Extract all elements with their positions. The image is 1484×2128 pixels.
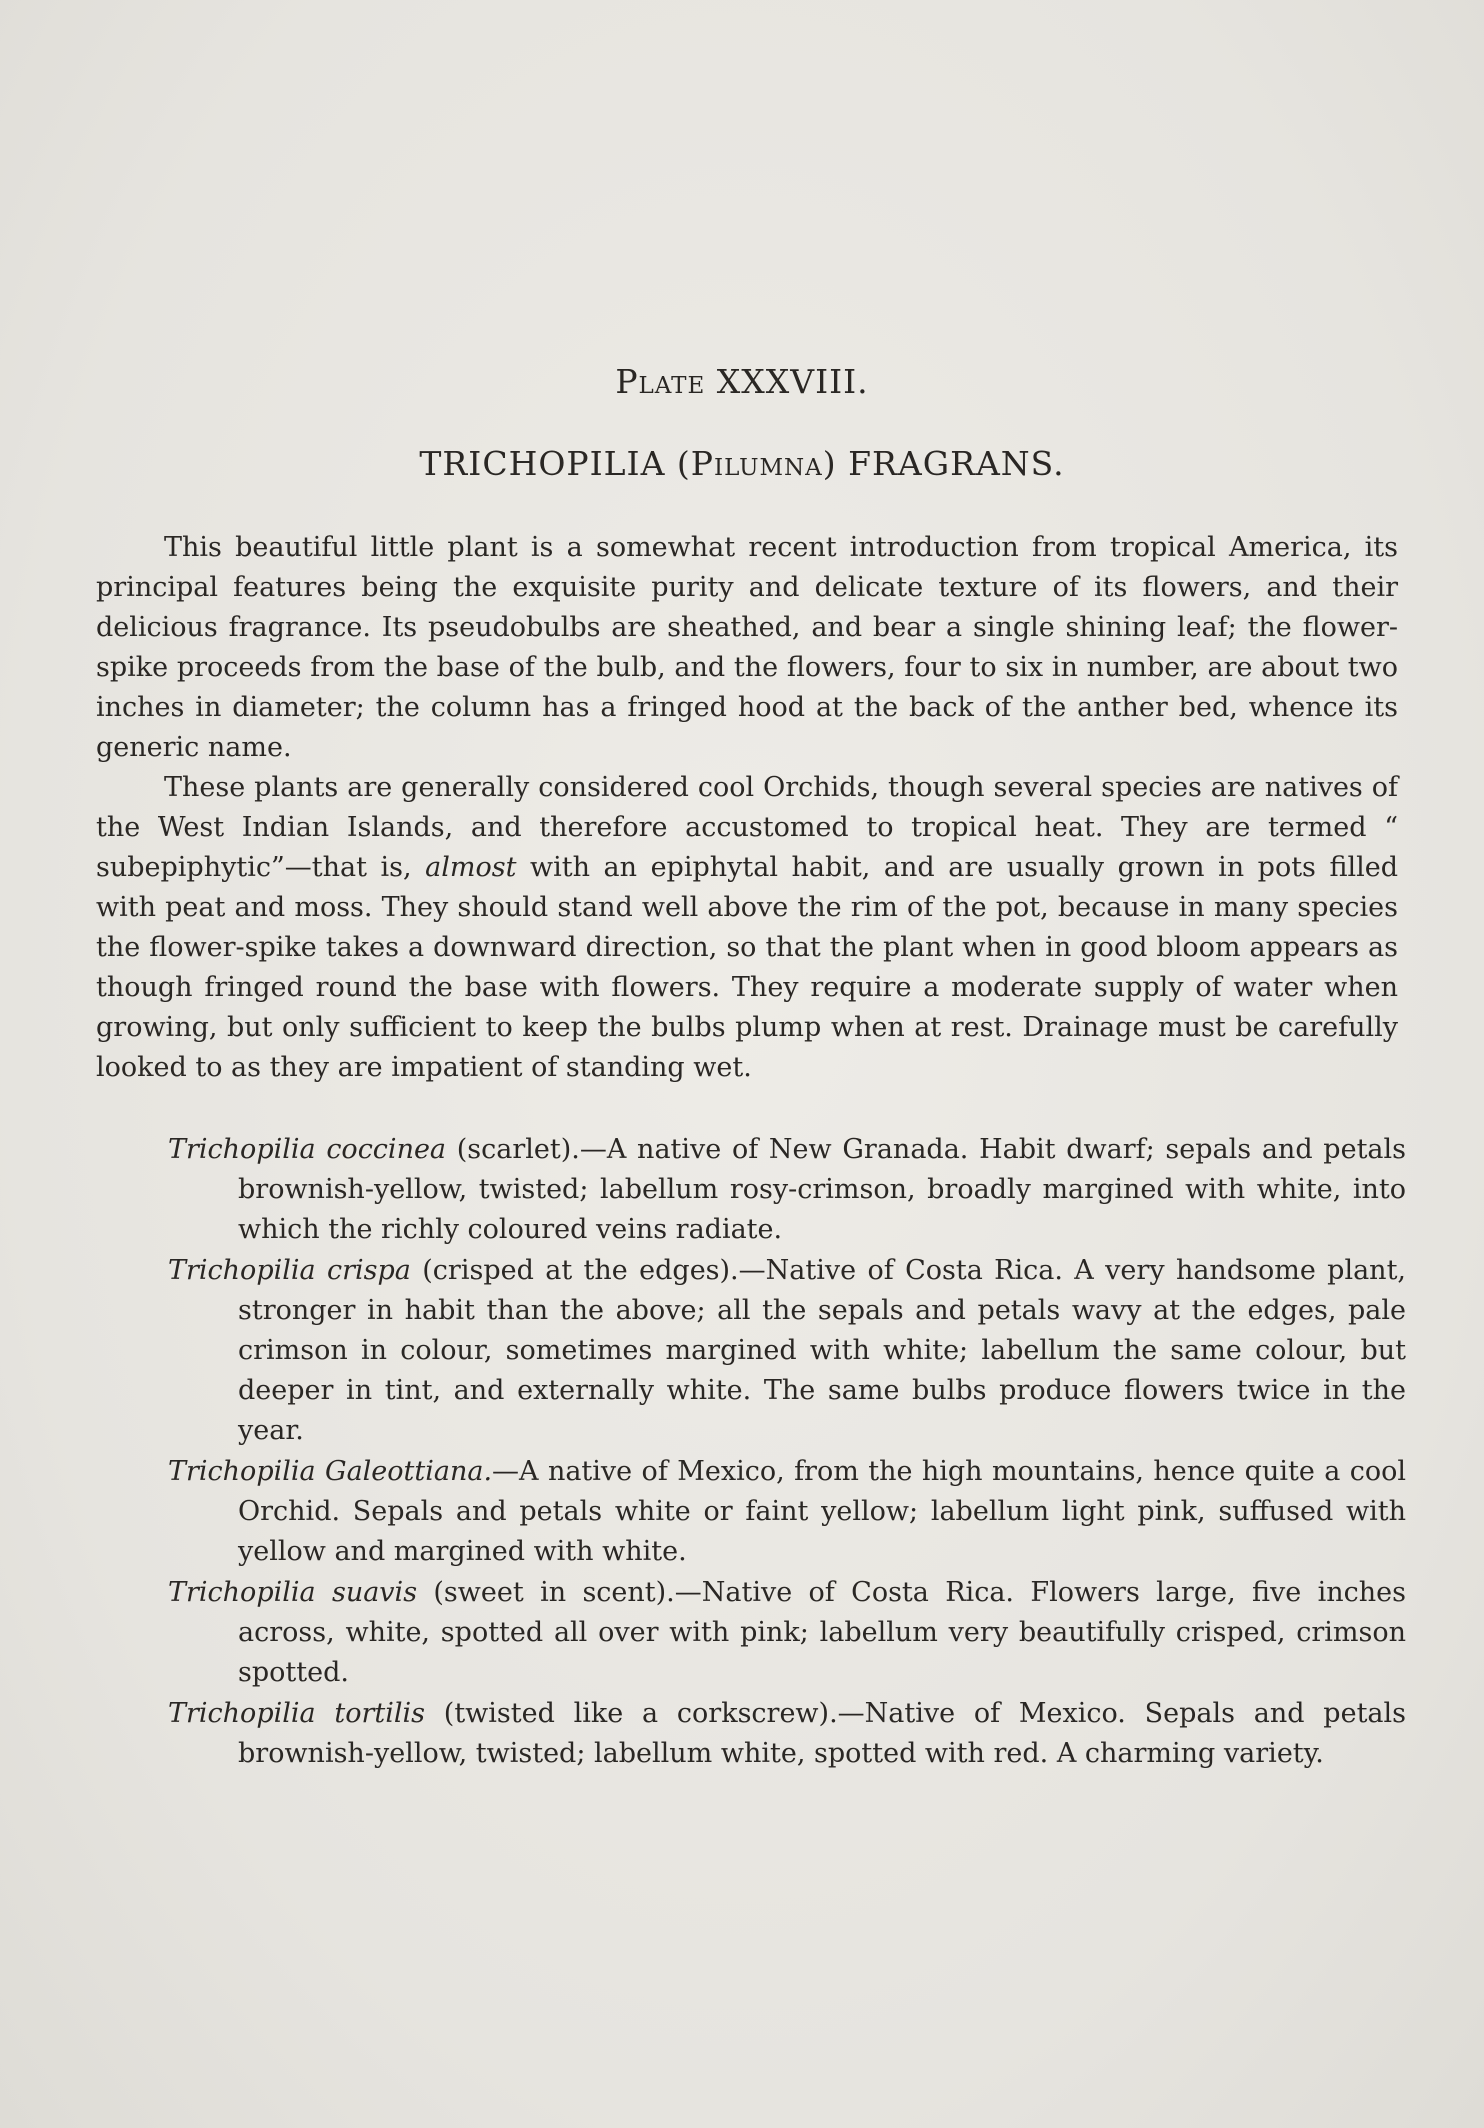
paragraph-introduction: This beautiful little plant is a somewhat recent introduction from tropical America, its principal features being the exquisite purity and delicate texture of its flowers, and their delicious fragrance. Its pseudobulbs are sheathed, and bear a single shining leaf; the flower-spike proceeds from the base of the bulb, and the flowers, four to six in number, are about two inches in diameter; the column has a fringed hood at the back of the anther bed, whence its generic name. bbox=[96, 532, 1398, 763]
species-description: (twisted like a corkscrew).—Native of Mexico. Sepals and petals brownish-yellow, twisted; labellum white, spotted with red. A charming variety. bbox=[238, 1698, 1407, 1769]
species-name: Trichopilia coccinea bbox=[168, 1134, 447, 1165]
species-description: (sweet in scent).—Native of Costa Rica. Flowers large, five inches across, white, spotted all over with pink; labellum very beautifully crisped, crimson spotted. bbox=[238, 1577, 1406, 1688]
species-name: Trichopilia Galeottiana. bbox=[168, 1456, 493, 1487]
species-entry-suavis bbox=[168, 1573, 1406, 1693]
species-description: (crisped at the edges).—Native of Costa Rica. A very handsome plant, stronger in habit than the above; all the sepals and petals wavy at the edges, pale crimson in colour, sometimes margined with white; labellum the same colour, but deeper in tint, and externally white. The same bulbs produce flowers twice in the year. bbox=[238, 1255, 1407, 1446]
species-name: Trichopilia suavis bbox=[168, 1577, 418, 1608]
species-description: (scarlet).—A native of New Granada. Habit dwarf; sepals and petals brownish-yellow, twisted; labellum rosy-crimson, broadly margined with white, into which the richly coloured veins radiate. bbox=[238, 1134, 1407, 1245]
species-entry-coccinea bbox=[168, 1130, 1406, 1250]
title-subgenus: (Pilumna) bbox=[676, 444, 837, 483]
species-entry-tortilis bbox=[168, 1694, 1406, 1774]
species-entry-crispa bbox=[168, 1251, 1406, 1451]
species-description: —A native of Mexico, from the high mountains, hence quite a cool Orchid. Sepals and petals white or faint yellow; labellum light pink, suffused with yellow and margined with white. bbox=[238, 1456, 1406, 1567]
plate-number: Plate XXXVIII. bbox=[615, 362, 869, 401]
paragraph-cultivation-part-2: with an epiphytal habit, and are usually grown in pots filled with peat and moss. They should stand well above the rim of the pot, because in many species the flower-spike takes a downward direction, so that the plant when in good bloom appears as though fringed round the base with flowers. They require a moderate supply of water when growing, but only sufficient to keep the bulbs plump when at rest. Drainage must be carefully looked to as they are impatient of standing wet. bbox=[96, 852, 1398, 1083]
description-body bbox=[96, 528, 1398, 1088]
species-name: Trichopilia crispa bbox=[168, 1255, 411, 1286]
title-genus: TRICHOPILIA bbox=[419, 444, 666, 483]
paragraph-cultivation-part-1: These plants are generally considered cool Orchids, though several species are natives of the West Indian Islands, and therefore accustomed to tropical heat. They are termed “ subepiphytic”—that is, bbox=[96, 772, 1398, 883]
species-list bbox=[168, 1130, 1406, 1775]
paragraph-cultivation bbox=[96, 768, 1398, 1088]
emphasis-almost: almost bbox=[425, 852, 517, 883]
species-name: Trichopilia tortilis bbox=[168, 1698, 426, 1729]
species-entry-galeottiana bbox=[168, 1452, 1406, 1572]
title-species: FRAGRANS. bbox=[848, 444, 1065, 483]
page-title bbox=[0, 444, 1484, 483]
